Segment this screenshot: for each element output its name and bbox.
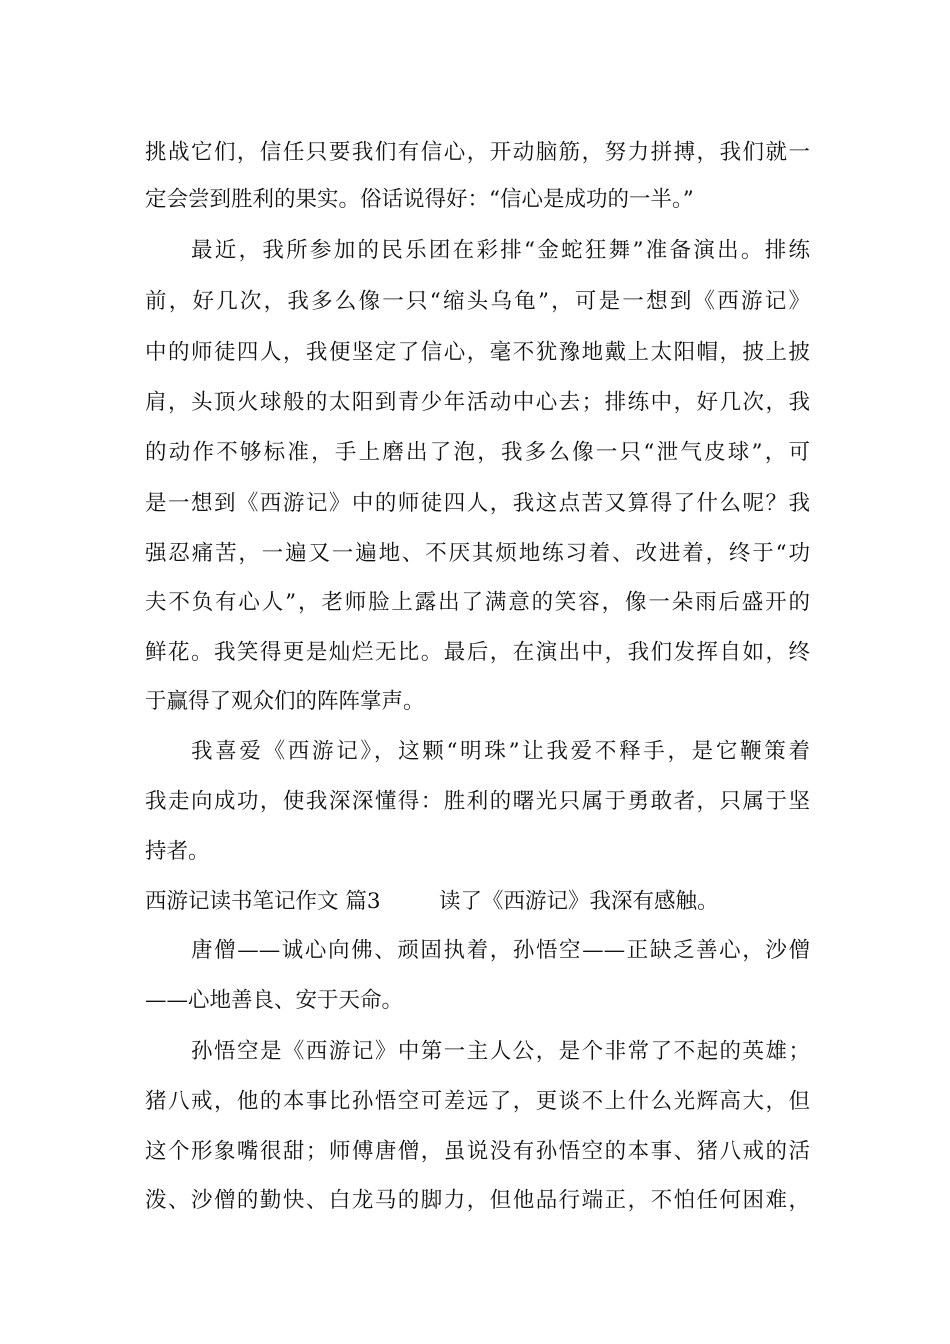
paragraph-line: 猪八戒，他的本事比孙悟空可差远了，更谈不上什么光辉高大，但: [145, 1089, 810, 1114]
paragraph-line: 这个形象嘴很甜；师傅唐僧，虽说没有孙悟空的本事、猪八戒的活: [145, 1139, 810, 1164]
section-heading-lead: 读了《西游记》我深有感触。: [439, 889, 719, 914]
paragraph-line: 强忍痛苦，一遍又一遍地、不厌其烦地练习着、改进着，终于“功: [145, 541, 810, 566]
paragraph-line: 挑战它们，信任只要我们有信心，开动脑筋，努力拼搏，我们就一: [145, 140, 810, 165]
paragraph-line: 我走向成功，使我深深懂得：胜利的曙光只属于勇敢者，只属于坚: [145, 789, 810, 814]
paragraph-line: ——心地善良、安于天命。: [145, 988, 404, 1013]
paragraph-line: 定会尝到胜利的果实。俗话说得好：“信心是成功的一半。”: [145, 187, 694, 212]
paragraph-line: 夫不负有心人”，老师脸上露出了满意的笑容，像一朵雨后盛开的: [145, 590, 810, 615]
section-heading-title: 西游记读书笔记作文 篇3: [145, 889, 381, 914]
paragraph-line: 鲜花。我笑得更是灿烂无比。最后，在演出中，我们发挥自如，终: [145, 640, 810, 665]
paragraph-line: 于赢得了观众们的阵阵掌声。: [145, 689, 425, 714]
paragraph-line: 我喜爱《西游记》，这颗“明珠”让我爱不释手，是它鞭策着: [191, 739, 810, 764]
paragraph-line: 持者。: [145, 839, 210, 864]
paragraph-line: 泼、沙僧的勤快、白龙马的脚力，但他品行端正，不怕任何困难，: [145, 1188, 810, 1213]
paragraph-line: 最近，我所参加的民乐团在彩排“金蛇狂舞”准备演出。排练: [191, 238, 810, 263]
paragraph-line: 的动作不够标准，手上磨出了泡，我多么像一只“泄气皮球”，可: [145, 440, 810, 465]
paragraph-line: 是一想到《西游记》中的师徒四人，我这点苦又算得了什么呢？我: [145, 491, 810, 516]
paragraph-line: 唐僧——诚心向佛、顽固执着，孙悟空——正缺乏善心，沙僧: [191, 938, 810, 963]
paragraph-line: 肩，头顶火球般的太阳到青少年活动中心去；排练中，好几次，我: [145, 390, 810, 415]
paragraph-line: 中的师徒四人，我便坚定了信心，毫不犹豫地戴上太阳帽，披上披: [145, 340, 810, 365]
paragraph-line: 前，好几次，我多么像一只“缩头乌龟”，可是一想到《西游记》: [145, 289, 810, 314]
paragraph-line: 孙悟空是《西游记》中第一主人公，是个非常了不起的英雄；: [191, 1039, 810, 1064]
